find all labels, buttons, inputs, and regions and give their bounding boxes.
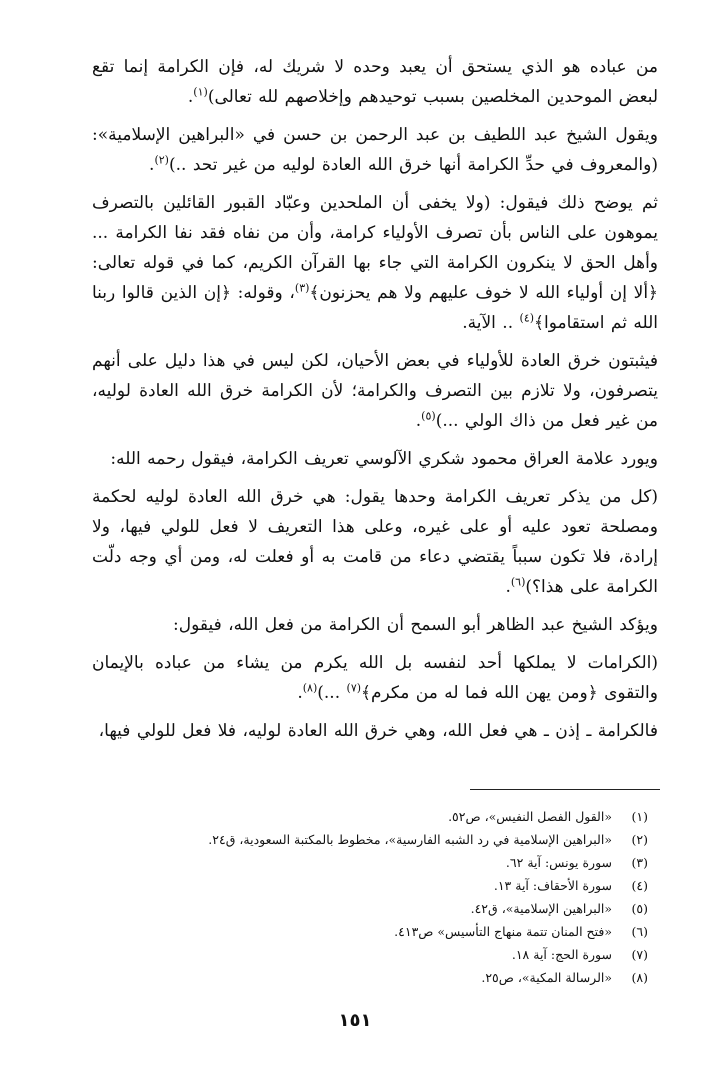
footnote-ref: (٢) (154, 153, 169, 167)
footnote (100, 805, 648, 828)
footnote (100, 851, 648, 874)
footnote-number: (٧) (631, 947, 648, 962)
paragraph-tail: . (297, 683, 303, 703)
paragraph-tail: ...) (317, 683, 347, 703)
paragraph-tail: ، وقوله: ﴿إن الذين قالوا ربنا الله ثم استقاموا﴾ (92, 283, 658, 333)
paragraph-tail: . (505, 577, 511, 597)
paragraph-tail: . (149, 155, 155, 175)
footnote-number: (٨) (631, 970, 648, 985)
footnote-number: (٣) (631, 855, 648, 870)
footnote-text: سورة يونس: آية ٦٢. (505, 855, 612, 870)
footnote-number: (٤) (631, 878, 648, 893)
footnote-ref: (٦) (510, 575, 526, 589)
footnote-text: «القول الفصل النفيس»، ص٥٢. (448, 809, 612, 824)
footnote-ref: (٥) (421, 409, 436, 423)
paragraph-text: ثم يوضح ذلك فيقول: (ولا يخفى أن الملحدين وعبّاد القبور القائلين بالتصرف يموهون على الناس بأن تصرف الأولياء كرامة، وأن من نفاه فقد نفا الكرامة ... وأهل الحق لا ينكرون الكرامة التي جاء بها القرآن الكريم، كما في قوله تعالى: ﴿ألا إن أولياء الله لا خوف عليهم ولا هم يحزنون﴾ (92, 193, 659, 303)
footnote-text: «البراهين الإسلامية»، ق٤٢. (470, 901, 612, 916)
paragraph-tail: .. الآية. (462, 313, 520, 333)
footnote-text: «الرسالة المكية»، ص٢٥. (481, 970, 612, 985)
footnote-number: (١) (631, 809, 648, 824)
footnote-text: «البراهين الإسلامية في رد الشبه الفارسية»، مخطوط بالمكتبة السعودية، ق٢٤. (208, 832, 612, 847)
footnote-ref: (٣) (294, 281, 310, 295)
paragraph-5 (92, 444, 658, 474)
paragraph-text: ويؤكد الشيخ عبد الظاهر أبو السمح أن الكرامة من فعل الله، فيقول: (173, 615, 658, 635)
footnote (100, 828, 648, 851)
paragraph-2 (92, 120, 658, 180)
page-number: ١٥١ (338, 1010, 372, 1031)
paragraph-text: ويورد علامة العراق محمود شكري الآلوسي تعريف الكرامة، فيقول رحمه الله: (110, 449, 658, 469)
footnote-text: سورة الأحقاف: آية ١٣. (493, 878, 612, 893)
paragraph-8 (92, 648, 658, 708)
paragraph-6 (92, 482, 658, 602)
paragraph-9 (92, 716, 658, 746)
paragraph-tail: . (187, 87, 194, 107)
paragraph-3 (92, 188, 658, 338)
footnote (100, 897, 648, 920)
footnote-text: «فتح المنان تتمة منهاج التأسيس» ص٤١٣. (394, 924, 612, 939)
footnote-ref: (٤) (519, 311, 535, 325)
main-text (92, 52, 658, 754)
paragraph-text: (كل من يذكر تعريف الكرامة وحدها يقول: هي خرق الله العادة لوليه لحكمة ومصلحة تعود عليه أو على غيره، وعلى هذا التعريف لا فعل للولي فيها، ولا إرادة، فلا تكون سبباً يقتضي دعاء من قامت به أو فعلت له، ومن أي وجه دلّت الكرامة على هذا؟) (92, 487, 658, 597)
footnote-ref: (١) (193, 85, 208, 99)
footnote-divider (470, 789, 660, 790)
footnote (100, 874, 648, 897)
footnote-ref: (٨) (302, 681, 318, 695)
paragraph-4 (92, 346, 658, 436)
paragraph-text: من عباده هو الذي يستحق أن يعبد وحده لا شريك له، فإن الكرامة إنما تقع لبعض الموحدين المخلصين بسبب توحيدهم وإخلاصهم لله تعالى) (92, 57, 658, 107)
footnote-number: (٥) (631, 901, 648, 916)
paragraph-text: فيثبتون خرق العادة للأولياء في بعض الأحيان، لكن ليس في هذا دليل على أنهم يتصرفون، ولا تلازم بين التصرف والكرامة؛ لأن الكرامة خرق الله العادة لوليه، من غير فعل من ذاك الولي ...) (92, 351, 658, 431)
footnote (100, 943, 648, 966)
paragraph-text: فالكرامة ـ إذن ـ هي فعل الله، وهي خرق الله العادة لوليه، فلا فعل للولي فيها، (98, 721, 658, 741)
paragraph-text: (الكرامات لا يملكها أحد لنفسه بل الله يكرم من يشاء من عباده بالإيمان والتقوى ﴿ومن يهن الله فما له من مكرم﴾ (92, 653, 658, 703)
footnote-number: (٦) (631, 924, 648, 939)
footnote-ref: (٧) (346, 681, 362, 695)
paragraph-1 (92, 52, 658, 112)
footnote-number: (٢) (631, 832, 648, 847)
paragraph-text: ويقول الشيخ عبد اللطيف بن عبد الرحمن بن حسن في «البراهين الإسلامية»: (والمعروف في حدِّ الكرامة أنها خرق الله العادة لوليه من غير تحد ..) (92, 125, 658, 175)
footnote (100, 920, 648, 943)
footnote-text: سورة الحج: آية ١٨. (511, 947, 612, 962)
footnote (100, 966, 648, 989)
paragraph-tail: . (415, 411, 422, 431)
paragraph-7 (92, 610, 658, 640)
footnotes (100, 805, 648, 989)
